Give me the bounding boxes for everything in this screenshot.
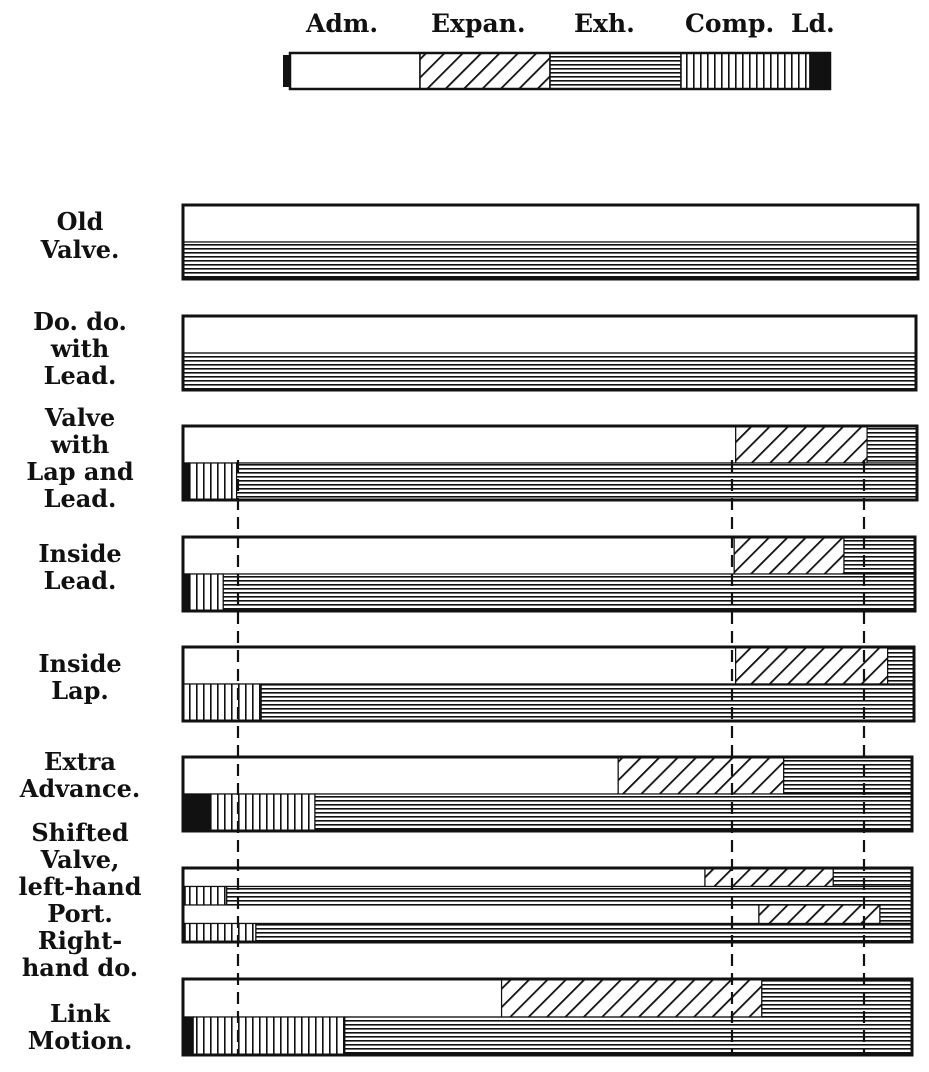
segment-adm <box>183 868 705 887</box>
segment-comp <box>193 1017 345 1055</box>
segment-adm <box>183 905 759 924</box>
row-label-line: Motion. <box>27 1026 133 1055</box>
segment-exh <box>223 574 915 611</box>
segment-adm <box>183 979 502 1017</box>
segment-expan <box>759 905 880 924</box>
row-label-line: hand do. <box>21 953 139 982</box>
legend-label-exh: Exh. <box>574 9 635 38</box>
segment-exh <box>183 242 918 279</box>
segment-exh <box>888 647 914 684</box>
segment-expan <box>734 537 844 574</box>
legend <box>283 9 835 89</box>
row-label-line: Link <box>49 999 111 1028</box>
segment-expan <box>502 979 762 1017</box>
segment-comp <box>211 794 315 831</box>
legend-bar-cap <box>283 55 291 87</box>
segment-exh <box>762 979 912 1017</box>
segment-exh <box>880 905 912 924</box>
row-label-line: Old <box>56 207 104 236</box>
segment-ld <box>183 1017 193 1055</box>
segment-adm <box>183 757 618 794</box>
row-label-line: Lap and <box>26 457 134 486</box>
segment-exh <box>784 757 912 794</box>
row-label-line: with <box>50 430 110 459</box>
row-bar <box>183 426 917 500</box>
row-label-line: Valve, <box>40 845 120 874</box>
legend-swatch-ld <box>810 53 830 89</box>
row-label-line: Lead. <box>43 484 117 513</box>
segment-ld <box>183 794 211 831</box>
segment-expan <box>736 426 867 463</box>
legend-swatch-expan <box>420 53 550 89</box>
segment-exh <box>345 1017 912 1055</box>
segment-exh <box>183 353 916 390</box>
segment-comp <box>185 924 256 943</box>
legend-swatch-adm <box>290 53 420 89</box>
segment-adm <box>183 647 736 684</box>
row-label-line: Shifted <box>31 818 129 847</box>
row-label-line: with <box>50 334 110 363</box>
segment-adm <box>183 316 916 353</box>
segment-comp <box>189 463 237 500</box>
row-label-line: Inside <box>38 649 122 678</box>
row-label-line: Valve. <box>40 235 120 264</box>
row-label-line: Lead. <box>43 361 117 390</box>
row-bars <box>183 205 918 1055</box>
row-bar <box>183 647 914 721</box>
legend-swatch-exh <box>550 53 681 89</box>
row-label-line: Valve <box>44 403 116 432</box>
segment-comp <box>183 684 261 721</box>
row-label-line: Port. <box>47 899 113 928</box>
row-label-line: Inside <box>38 539 122 568</box>
legend-swatch-comp <box>681 53 810 89</box>
segment-exh <box>315 794 912 831</box>
row-bar <box>183 205 918 279</box>
row-labels <box>19 207 142 1055</box>
segment-exh <box>261 684 914 721</box>
row-bar <box>183 537 915 611</box>
row-label-line: Do. do. <box>33 307 127 336</box>
legend-label-ld: Ld. <box>791 9 835 38</box>
segment-exh <box>256 924 912 943</box>
segment-comp <box>189 574 223 611</box>
row-label-line: Right- <box>37 926 123 955</box>
segment-expan <box>618 757 783 794</box>
row-label-line: Lead. <box>43 566 117 595</box>
segment-adm <box>183 205 918 242</box>
row-bar <box>183 757 912 831</box>
segment-exh <box>833 868 912 887</box>
legend-bar <box>283 53 830 89</box>
row-bar <box>183 979 912 1055</box>
segment-exh <box>867 426 917 463</box>
segment-comp <box>185 887 227 906</box>
row-label-line: Advance. <box>19 774 141 803</box>
legend-label-adm: Adm. <box>306 9 379 38</box>
row-label-line: left-hand <box>18 872 142 901</box>
segment-exh <box>237 463 917 500</box>
row-bar <box>183 316 916 390</box>
segment-adm <box>183 537 734 574</box>
legend-label-expan: Expan. <box>431 9 526 38</box>
segment-adm <box>183 426 736 463</box>
segment-exh <box>844 537 915 574</box>
row-bar <box>183 868 912 942</box>
row-label-line: Lap. <box>51 676 109 705</box>
row-label-line: Extra <box>44 747 116 776</box>
legend-label-comp: Comp. <box>685 9 775 38</box>
segment-exh <box>227 887 912 906</box>
segment-expan <box>705 868 833 887</box>
